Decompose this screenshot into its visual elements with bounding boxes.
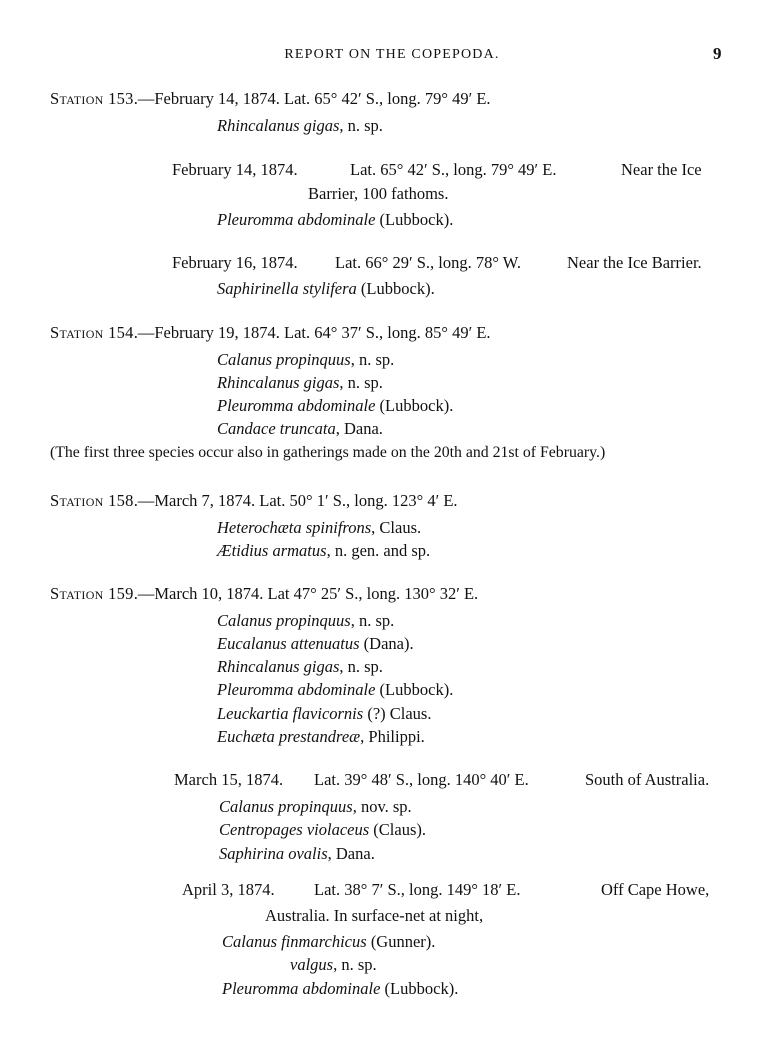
species-line xyxy=(217,350,394,370)
station-details: .—March 10, 1874. Lat 47° 25′ S., long. 130° 32′ E. xyxy=(133,584,479,603)
species-line xyxy=(217,116,383,136)
species-authority: , Dana. xyxy=(327,844,375,863)
species-authority: (Lubbock). xyxy=(375,396,454,415)
running-header: REPORT ON THE COPEPODA. xyxy=(284,47,500,62)
species-name: Rhincalanus gigas xyxy=(217,657,340,676)
species-name: Centropages violaceus xyxy=(219,820,370,839)
record-locality: South of Australia. xyxy=(585,770,710,789)
record-locality: Near the Ice Barrier. xyxy=(567,253,702,272)
species-authority: (Lubbock). xyxy=(380,979,459,998)
species-line xyxy=(217,279,435,299)
species-name: Candace truncata xyxy=(217,419,336,438)
species-name: Eucalanus attenuatus xyxy=(217,634,360,653)
species-name: Ætidius armatus xyxy=(217,541,327,560)
species-name: valgus xyxy=(290,955,334,974)
species-line xyxy=(217,518,421,538)
record-position: Lat. 66° 29′ S., long. 78° W. xyxy=(335,253,521,272)
record-position: Lat. 39° 48′ S., long. 140° 40′ E. xyxy=(314,770,529,789)
species-line xyxy=(290,955,377,975)
record-locality: Near the Ice xyxy=(621,160,702,179)
station-details: .—March 7, 1874. Lat. 50° 1′ S., long. 123° 4′ E. xyxy=(133,491,458,510)
station-label: Station 158 xyxy=(50,491,134,510)
record-position: Lat. 65° 42′ S., long. 79° 49′ E. xyxy=(350,160,557,179)
record-position: Lat. 38° 7′ S., long. 149° 18′ E. xyxy=(314,880,521,899)
record-locality: Off Cape Howe, xyxy=(601,880,710,899)
station-154-heading xyxy=(50,323,491,343)
species-name: Pleuromma abdominale xyxy=(217,210,376,229)
species-name: Heterochæta spinifrons xyxy=(217,518,372,537)
species-authority: , n. sp. xyxy=(350,611,395,630)
record-locality-continued: Barrier, 100 fathoms. xyxy=(308,184,449,203)
species-line xyxy=(219,844,375,864)
station-details: .—February 14, 1874. Lat. 65° 42′ S., long. 79° 49′ E. xyxy=(133,89,491,108)
station-158-heading xyxy=(50,491,458,511)
station-details: .—February 19, 1874. Lat. 64° 37′ S., long. 85° 49′ E. xyxy=(133,323,491,342)
species-name: Saphirinella stylifera xyxy=(217,279,357,298)
station-153-heading xyxy=(50,89,491,109)
species-authority: (Dana). xyxy=(359,634,414,653)
record-date: March 15, 1874. xyxy=(174,770,284,789)
species-name: Pleuromma abdominale xyxy=(222,979,381,998)
species-authority: , Claus. xyxy=(371,518,422,537)
species-authority: (?) Claus. xyxy=(363,704,432,723)
species-line xyxy=(217,419,383,439)
record-date: February 16, 1874. xyxy=(172,253,298,272)
species-line xyxy=(217,210,453,230)
species-line xyxy=(217,680,453,700)
species-line xyxy=(217,704,431,724)
species-name: Calanus propinquus xyxy=(217,350,351,369)
station-label: Station 154 xyxy=(50,323,134,342)
species-line xyxy=(217,373,383,393)
species-authority: , n. sp. xyxy=(339,657,383,676)
species-name: Calanus propinquus xyxy=(219,797,353,816)
station-note: (The first three species occur also in gatherings made on the 20th and 21st of February.) xyxy=(50,444,606,461)
species-authority: , Philippi. xyxy=(360,727,425,746)
species-line xyxy=(222,932,435,952)
species-line xyxy=(217,396,453,416)
species-authority: , n. sp. xyxy=(350,350,395,369)
species-authority: , n. sp. xyxy=(333,955,377,974)
record-locality-continued: Australia. In surface-net at night, xyxy=(265,906,484,925)
species-line xyxy=(219,797,412,817)
species-authority: , n. sp. xyxy=(339,116,383,135)
station-159-heading xyxy=(50,584,478,604)
page-number: 9 xyxy=(713,44,722,63)
station-label: Station 153 xyxy=(50,89,134,108)
species-authority: (Lubbock). xyxy=(375,210,454,229)
species-name: Calanus finmarchicus xyxy=(222,932,367,951)
species-authority: , n. sp. xyxy=(339,373,383,392)
species-name: Euchæta prestandreæ xyxy=(217,727,361,746)
species-name: Saphirina ovalis xyxy=(219,844,328,863)
species-authority: (Gunner). xyxy=(366,932,436,951)
species-name: Calanus propinquus xyxy=(217,611,351,630)
species-authority: , n. gen. and sp. xyxy=(326,541,431,560)
species-line xyxy=(219,820,426,840)
species-line xyxy=(222,979,458,999)
species-line xyxy=(217,611,394,631)
species-authority: (Lubbock). xyxy=(375,680,454,699)
species-authority: , Dana. xyxy=(335,419,383,438)
species-line xyxy=(217,634,414,654)
species-name: Rhincalanus gigas xyxy=(217,116,340,135)
species-authority: (Lubbock). xyxy=(356,279,435,298)
species-line xyxy=(217,657,383,677)
species-authority: (Claus). xyxy=(369,820,426,839)
species-name: Rhincalanus gigas xyxy=(217,373,340,392)
record-date: April 3, 1874. xyxy=(182,880,275,899)
species-authority: , nov. sp. xyxy=(352,797,412,816)
record-date: February 14, 1874. xyxy=(172,160,298,179)
species-line xyxy=(217,541,430,561)
station-label: Station 159 xyxy=(50,584,134,603)
species-name: Pleuromma abdominale xyxy=(217,396,376,415)
species-line xyxy=(217,727,425,747)
species-name: Pleuromma abdominale xyxy=(217,680,376,699)
species-name: Leuckartia flavicornis xyxy=(217,704,364,723)
